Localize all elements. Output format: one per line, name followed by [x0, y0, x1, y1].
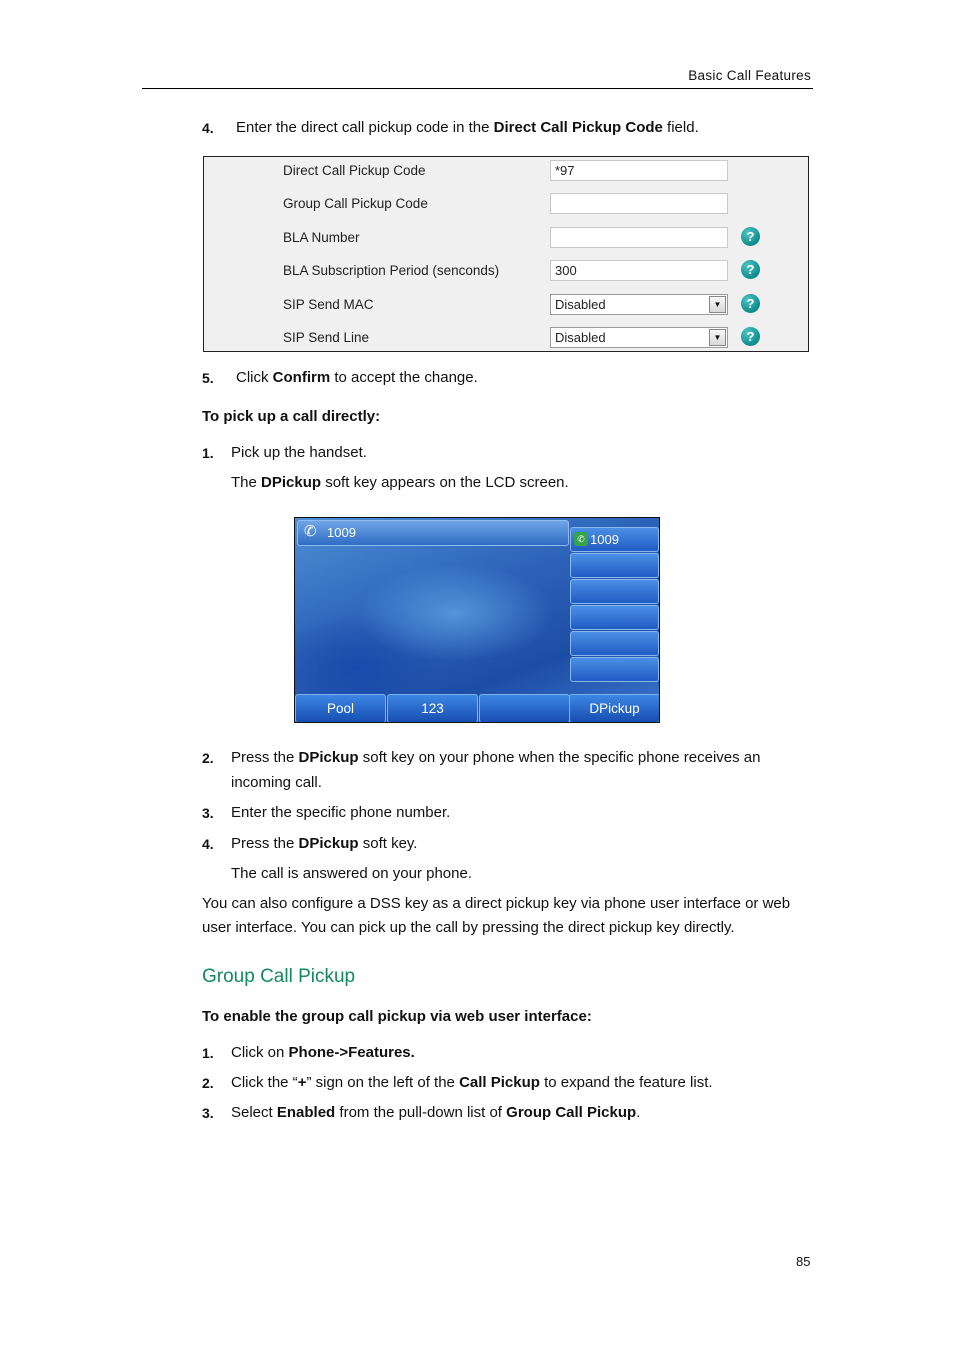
text-run: Press the: [231, 835, 295, 852]
help-icon[interactable]: ?: [741, 327, 760, 346]
bold-term: DPickup: [298, 749, 359, 766]
step-number: 5.: [202, 370, 214, 386]
section-title: Group Call Pickup: [202, 966, 356, 987]
step-text: [236, 119, 699, 136]
field-label: BLA Number: [283, 230, 360, 245]
step-text: [231, 1074, 713, 1091]
text-run: from the pull-down list of: [339, 1104, 502, 1121]
text-run: soft key appears on the LCD screen.: [325, 474, 569, 491]
softkey-pool[interactable]: Pool: [295, 694, 386, 723]
lcd-title-bar: [297, 520, 569, 546]
bla-number-input[interactable]: [550, 227, 728, 248]
select-value: Disabled: [555, 297, 606, 312]
bla-subscription-period-input[interactable]: 300: [550, 260, 728, 281]
text-run: Click the “: [231, 1074, 298, 1091]
step-number: 2.: [202, 750, 214, 766]
settings-row: [204, 224, 808, 257]
step-number: 1.: [202, 1045, 214, 1061]
step-text: Pick up the handset.: [231, 444, 367, 461]
softkey-empty[interactable]: [479, 694, 570, 723]
select-value: Disabled: [555, 330, 606, 345]
settings-screenshot: [203, 156, 809, 352]
step-text: [231, 749, 760, 766]
text-run: to accept the change.: [334, 369, 478, 386]
bold-term: Call Pickup: [459, 1074, 540, 1091]
text-run: ” sign on the left of the: [306, 1074, 455, 1091]
step-text: Enter the specific phone number.: [231, 804, 451, 821]
phone-lcd-screenshot: [294, 517, 660, 723]
text-run: soft key.: [362, 835, 418, 852]
text-run: field.: [667, 119, 699, 136]
help-icon[interactable]: ?: [741, 294, 760, 313]
direct-call-pickup-code-input[interactable]: *97: [550, 160, 728, 181]
bold-term: Confirm: [272, 369, 331, 386]
group-call-pickup-code-input[interactable]: [550, 193, 728, 214]
phone-icon: ✆: [574, 532, 588, 546]
line-key[interactable]: [570, 527, 659, 552]
chevron-down-icon[interactable]: ▼: [709, 329, 726, 346]
lcd-title: 1009: [327, 525, 356, 540]
line-key[interactable]: [570, 605, 659, 630]
field-label: BLA Subscription Period (senconds): [283, 263, 500, 278]
settings-row: [204, 157, 808, 190]
sip-send-mac-select[interactable]: [550, 294, 728, 315]
field-label: SIP Send MAC: [283, 297, 374, 312]
text-run: to expand the feature list.: [544, 1074, 713, 1091]
text-run: Press the: [231, 749, 295, 766]
text-run: Click: [236, 369, 269, 386]
header-rule: [142, 88, 813, 89]
step-number: 1.: [202, 445, 214, 461]
step-number: 2.: [202, 1075, 214, 1091]
step-number: 3.: [202, 805, 214, 821]
procedure-heading: To pick up a call directly:: [202, 408, 381, 425]
step-text: [236, 369, 478, 386]
bold-term: Group Call Pickup: [506, 1104, 637, 1121]
text-run: .: [636, 1104, 641, 1121]
softkey-dpickup[interactable]: DPickup: [569, 694, 660, 723]
page-number: 85: [796, 1254, 811, 1269]
step-number: 4.: [202, 836, 214, 852]
line-key[interactable]: [570, 657, 659, 682]
procedure-heading: To enable the group call pickup via web user interface:: [202, 1008, 592, 1025]
text-run: soft key on your phone when the specific phone receives an: [362, 749, 761, 766]
step-text: [231, 1104, 640, 1121]
step-number: 4.: [202, 120, 214, 136]
step-number: 3.: [202, 1105, 214, 1121]
step-note: The call is answered on your phone.: [231, 865, 472, 882]
bold-term: Phone->Features.: [288, 1044, 415, 1061]
bold-term: DPickup: [298, 835, 359, 852]
text-run: Select: [231, 1104, 273, 1121]
sip-send-line-select[interactable]: [550, 327, 728, 348]
text-run: Enter the direct call pickup code in the: [236, 119, 490, 136]
line-key[interactable]: [570, 553, 659, 578]
settings-row: [204, 190, 808, 223]
field-label: SIP Send Line: [283, 330, 370, 345]
body-paragraph-line: user interface. You can pick up the call by pressing the direct pickup key directly.: [202, 919, 735, 936]
handset-icon: ✆: [304, 523, 317, 540]
help-icon[interactable]: ?: [741, 227, 760, 246]
body-paragraph-line: You can also configure a DSS key as a direct pickup key via phone user interface or web: [202, 895, 791, 912]
help-icon[interactable]: ?: [741, 260, 760, 279]
softkey-123[interactable]: 123: [387, 694, 478, 723]
bold-term: DPickup: [261, 474, 322, 491]
step-text-continued: incoming call.: [231, 774, 322, 791]
bold-term: +: [297, 1074, 307, 1091]
running-header: Basic Call Features: [688, 68, 811, 83]
settings-row: [204, 257, 808, 290]
step-text: [231, 835, 417, 852]
line-key[interactable]: [570, 631, 659, 656]
field-label: Direct Call Pickup Code: [283, 163, 426, 178]
field-label: Group Call Pickup Code: [283, 196, 428, 211]
chevron-down-icon[interactable]: ▼: [709, 296, 726, 313]
settings-row: [204, 291, 808, 324]
bold-term: Direct Call Pickup Code: [493, 119, 663, 136]
text-run: The: [231, 474, 257, 491]
line-key[interactable]: [570, 579, 659, 604]
line-key-label: 1009: [590, 532, 619, 547]
step-text: [231, 1044, 415, 1061]
step-note: [231, 474, 569, 491]
settings-row: [204, 324, 808, 357]
bold-term: Enabled: [276, 1104, 336, 1121]
text-run: Click on: [231, 1044, 285, 1061]
